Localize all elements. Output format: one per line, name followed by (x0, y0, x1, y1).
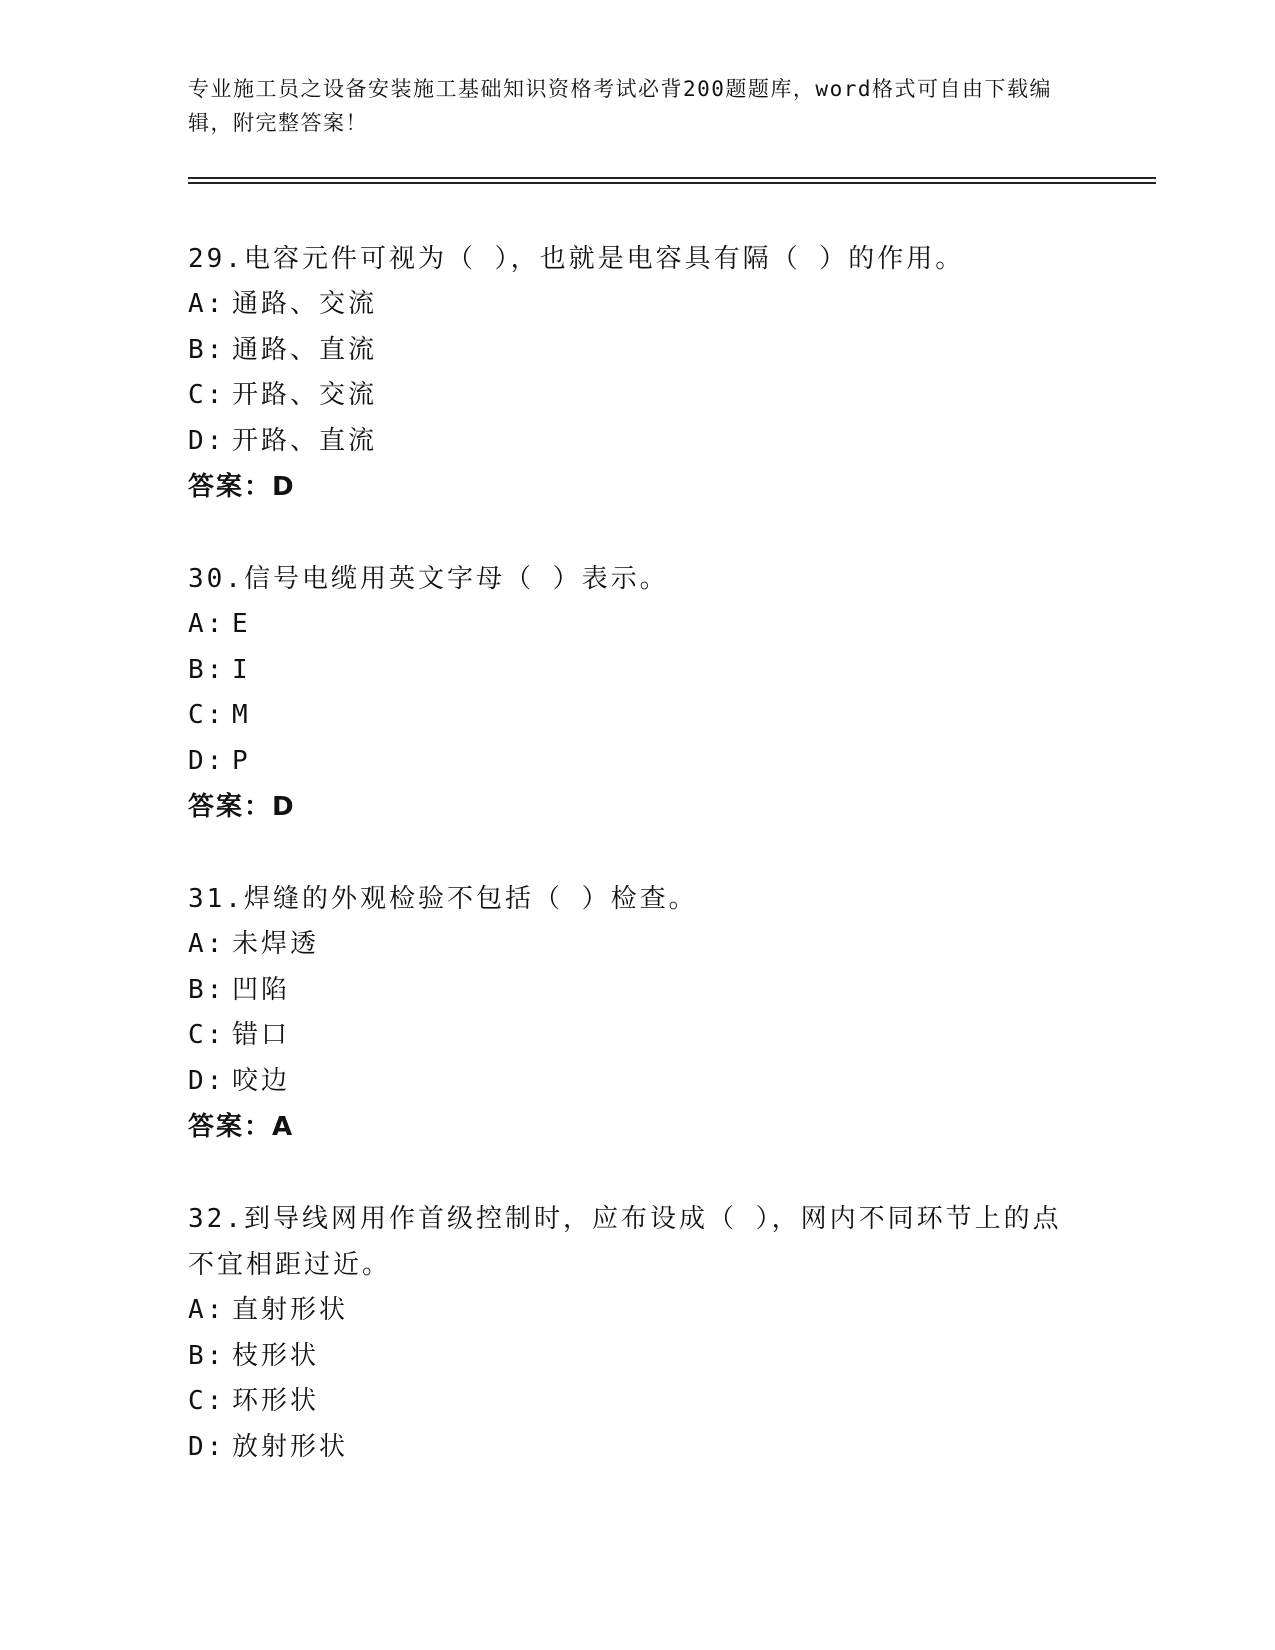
option-text: 错口 (232, 1020, 291, 1050)
document-header: 专业施工员之设备安装施工基础知识资格考试必背200题题库，word格式可自由下载编辑，附完整答案！ (188, 77, 1052, 135)
option-c (188, 1013, 1088, 1059)
option-key: A: (188, 1295, 226, 1325)
option-key: D: (188, 1065, 226, 1096)
option-a (188, 1288, 1088, 1334)
option-text: 通路、直流 (232, 334, 378, 365)
question-title: 30.信号电缆用英文字母（ ）表示。 (188, 564, 669, 594)
option-d (188, 1425, 1088, 1471)
header-divider-top (188, 177, 1156, 179)
question-32 (188, 1196, 1088, 1470)
answer-line: 答案：A (188, 1112, 295, 1142)
option-text: 开路、直流 (232, 425, 378, 456)
option-key: B: (188, 334, 226, 365)
option-key: D: (188, 425, 226, 456)
question-list (188, 236, 1088, 1516)
option-key: D: (188, 745, 226, 776)
question-30 (188, 556, 1088, 830)
option-text: 环形状 (232, 1386, 320, 1416)
option-a (188, 922, 1088, 968)
option-d (188, 1059, 1088, 1105)
answer-line: 答案：D (188, 792, 296, 822)
question-31 (188, 876, 1088, 1150)
option-b (188, 328, 1088, 374)
option-text: 未焊透 (232, 929, 320, 959)
option-b (188, 1334, 1088, 1380)
question-title: 31.焊缝的外观检验不包括（ ）检查。 (188, 884, 698, 914)
option-text: 凹陷 (232, 974, 291, 1005)
option-key: C: (188, 700, 226, 730)
option-c (188, 693, 1088, 739)
option-text: P (232, 745, 251, 776)
question-title: 29.电容元件可视为（ ），也就是电容具有隔（ ）的作用。 (188, 244, 965, 274)
option-key: B: (188, 1340, 226, 1371)
answer-line: 答案：D (188, 472, 296, 502)
option-key: A: (188, 609, 226, 639)
option-text: 咬边 (232, 1065, 291, 1096)
question-29 (188, 236, 1088, 510)
question-title: 32.到导线网用作首级控制时，应布设成（ ），网内不同环节上的点不宜相距过近。 (188, 1204, 1062, 1280)
option-text: 直射形状 (232, 1295, 349, 1325)
option-text: I (232, 654, 251, 685)
option-text: 放射形状 (232, 1431, 349, 1462)
header-divider-bottom (188, 182, 1156, 184)
option-text: M (232, 700, 251, 730)
option-text: E (232, 609, 251, 639)
option-text: 通路、交流 (232, 289, 378, 319)
option-a (188, 602, 1088, 648)
option-key: A: (188, 289, 226, 319)
option-a (188, 282, 1088, 328)
option-key: B: (188, 974, 226, 1005)
option-key: C: (188, 1020, 226, 1050)
option-key: B: (188, 654, 226, 685)
option-key: A: (188, 929, 226, 959)
option-text: 枝形状 (232, 1340, 320, 1371)
option-c (188, 373, 1088, 419)
option-d (188, 739, 1088, 785)
option-text: 开路、交流 (232, 380, 378, 410)
option-b (188, 968, 1088, 1014)
option-key: C: (188, 380, 226, 410)
option-key: D: (188, 1431, 226, 1462)
option-d (188, 419, 1088, 465)
option-c (188, 1379, 1088, 1425)
option-key: C: (188, 1386, 226, 1416)
option-b (188, 648, 1088, 694)
